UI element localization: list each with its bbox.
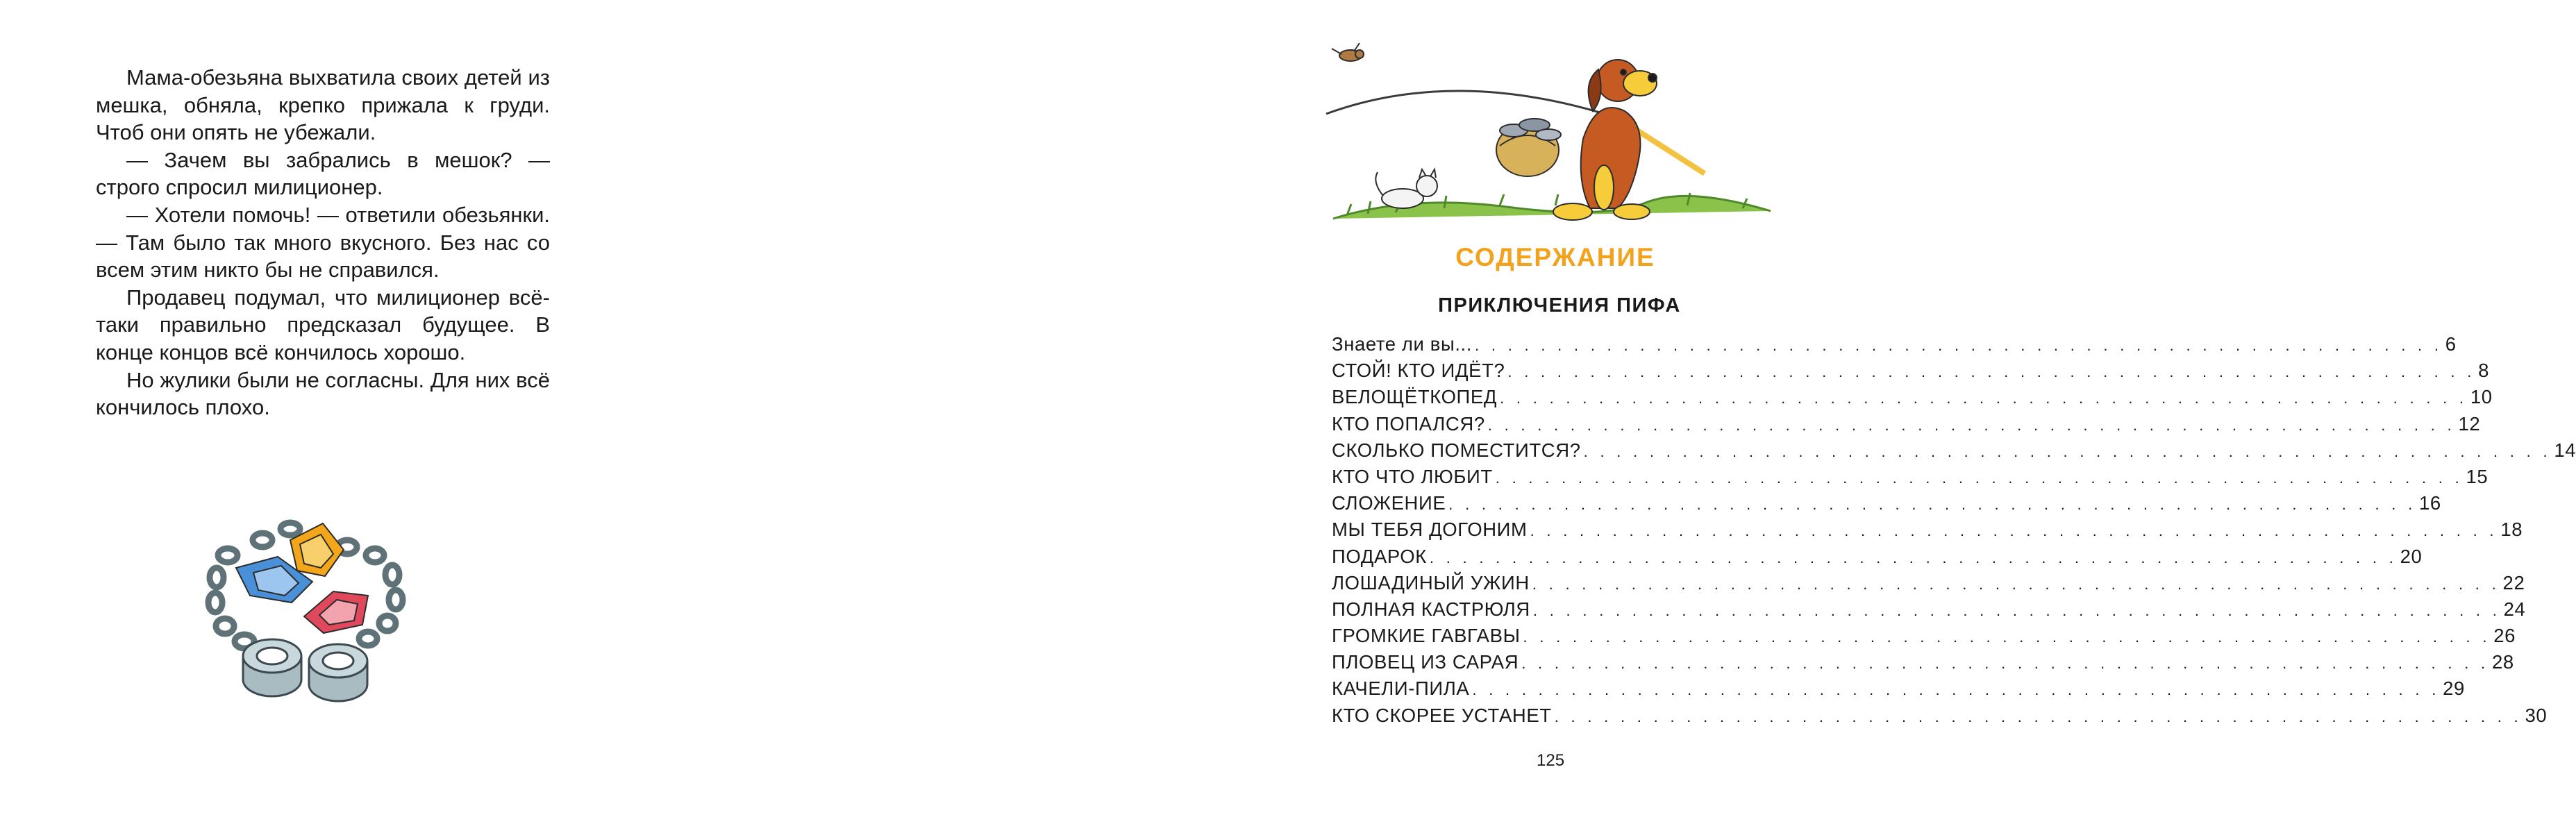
toc-entry[interactable] xyxy=(1332,651,2514,678)
toc-entry-title: ГРОМКИЕ ГАВГАВЫ xyxy=(1332,625,1521,647)
toc-leader-dots xyxy=(1523,628,2491,646)
toc-entry-page: 8 xyxy=(2478,360,2490,382)
toc-entry[interactable] xyxy=(1332,412,2481,439)
toc-entry-title: КАЧЕЛИ-ПИЛА xyxy=(1332,678,1470,700)
toc-entry-page: 26 xyxy=(2493,625,2516,647)
toc-leader-dots xyxy=(1530,522,2498,540)
toc-entry-title: ВЕЛОЩЁТКОПЕД xyxy=(1332,386,1498,408)
toc-entry-page: 22 xyxy=(2502,571,2525,594)
toc-leader-dots xyxy=(1533,602,2501,620)
toc-leader-dots xyxy=(1584,443,2552,461)
toc-leader-dots xyxy=(1555,708,2523,726)
toc-entry-title: СТОЙ! КТО ИДЁТ? xyxy=(1332,360,1505,382)
toc-entry[interactable] xyxy=(1332,386,2493,412)
right-page xyxy=(625,0,2576,833)
story-paragraph: Но жулики были не согласны. Для них всё кончилось плохо. xyxy=(96,367,550,420)
toc-entry-title: КТО ЧТО ЛЮБИТ xyxy=(1332,465,1493,487)
toc-entry[interactable] xyxy=(1332,598,2526,625)
toc-entry-page: 15 xyxy=(2466,465,2489,487)
toc-entry-title: СЛОЖЕНИЕ xyxy=(1332,492,1446,514)
toc-entry[interactable] xyxy=(1332,333,2457,360)
toc-leader-dots xyxy=(1475,337,2443,355)
toc-entry-title: КТО ПОПАЛСЯ? xyxy=(1332,412,1485,435)
page-number: 125 xyxy=(1537,751,1565,770)
toc-leader-dots xyxy=(1430,549,2398,567)
toc-leader-dots xyxy=(1532,575,2500,594)
handcuffs-with-candies-illustration xyxy=(201,514,437,708)
toc-leader-dots xyxy=(1496,469,2464,487)
toc-leader-dots xyxy=(1472,681,2440,699)
toc-entry-page: 14 xyxy=(2554,439,2576,461)
toc-section-title: ПРИКЛЮЧЕНИЯ ПИФА xyxy=(1438,294,1681,317)
toc-entry-title: ПЛОВЕЦ ИЗ САРАЯ xyxy=(1332,651,1519,673)
toc-entry[interactable] xyxy=(1332,545,2423,572)
toc-entry-title: ПОДАРОК xyxy=(1332,545,1427,567)
story-text xyxy=(96,64,550,421)
toc-entry-title: КТО СКОРЕЕ УСТАНЕТ xyxy=(1332,704,1552,726)
toc-entry-title: МЫ ТЕБЯ ДОГОНИМ xyxy=(1332,519,1528,541)
toc-entry-title: СКОЛЬКО ПОМЕСТИТСЯ? xyxy=(1332,439,1581,461)
toc-entry[interactable] xyxy=(1332,625,2516,651)
toc-leader-dots xyxy=(1500,389,2468,407)
toc-entry-page: 29 xyxy=(2443,678,2465,700)
toc-leader-dots xyxy=(1448,496,2416,514)
story-paragraph: — Зачем вы забрались в мешок? — строго спросил милиционер. xyxy=(96,147,550,200)
toc-title: СОДЕРЖАНИЕ xyxy=(1455,243,1655,271)
toc-entry[interactable] xyxy=(1332,360,2490,386)
story-paragraph: Мама-обезьяна выхватила своих детей из мешка, обняла, крепко прижала к груди. Чтоб они опять не убежали. xyxy=(96,65,550,145)
toc-entry-page: 28 xyxy=(2491,651,2514,673)
story-paragraph: — Хотели помочь! — ответили обезьянки. — Там было так много вкусного. Без нас со всем этим никто бы не справился. xyxy=(96,202,550,283)
toc-entry-page: 20 xyxy=(2400,545,2423,567)
toc-entry-page: 30 xyxy=(2525,704,2548,726)
toc-entry[interactable] xyxy=(1332,678,2465,704)
toc-entry[interactable] xyxy=(1332,492,2441,519)
toc-entry-title: Знаете ли вы... xyxy=(1332,333,1473,355)
toc-entry[interactable] xyxy=(1332,519,2523,545)
toc-entry[interactable] xyxy=(1332,465,2489,492)
toc-leader-dots xyxy=(1507,363,2475,381)
toc-entry-title: ЛОШАДИНЫЙ УЖИН xyxy=(1332,571,1530,594)
left-page xyxy=(0,0,625,833)
toc-entry[interactable] xyxy=(1332,704,2548,731)
toc-entry-page: 10 xyxy=(2470,386,2493,408)
toc-entry-title: ПОЛНАЯ КАСТРЮЛЯ xyxy=(1332,598,1530,620)
toc-leader-dots xyxy=(1521,655,2489,673)
toc-entry-page: 24 xyxy=(2503,598,2526,620)
toc-entry-page: 12 xyxy=(2458,412,2481,435)
toc-entry-page: 6 xyxy=(2445,333,2457,355)
toc-leader-dots xyxy=(1488,416,2456,435)
toc-list xyxy=(1332,333,2576,731)
toc-entry[interactable] xyxy=(1332,439,2576,466)
toc-entry[interactable] xyxy=(1332,571,2525,598)
toc-entry-page: 16 xyxy=(2419,492,2441,514)
story-paragraph: Продавец подумал, что милиционер всё-таки правильно предсказал будущее. В конце концов всё кончилось хорошо. xyxy=(96,285,550,364)
toc-entry-page: 18 xyxy=(2500,519,2523,541)
dog-fishing-illustration xyxy=(1326,42,1778,229)
